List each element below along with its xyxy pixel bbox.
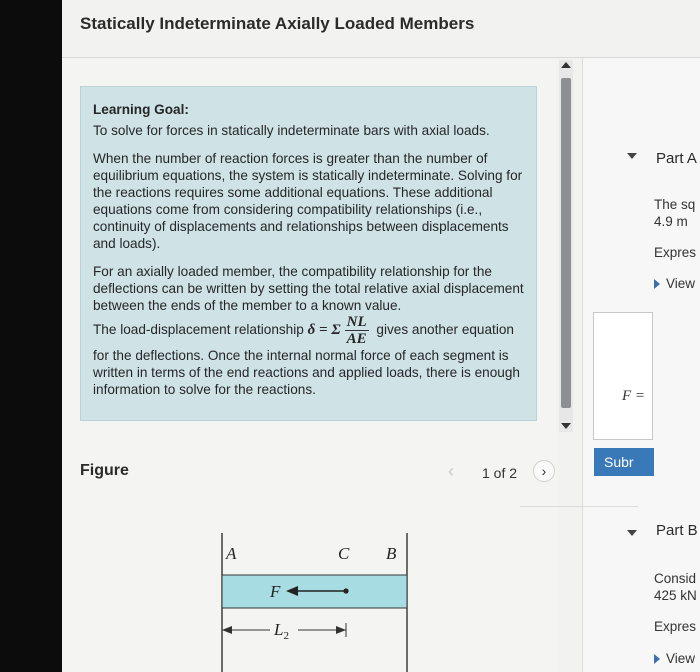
dimension-arrow-left-icon xyxy=(222,626,232,634)
part-a-text-line-1: The sq xyxy=(654,197,696,212)
axial-bar-figure xyxy=(190,525,420,672)
part-a-title[interactable]: Part A xyxy=(656,150,697,167)
learning-goal-box xyxy=(80,86,537,421)
label-l: L xyxy=(274,620,284,639)
learning-goal-paragraph-2: When the number of reaction forces is greater than the number of equilibrium equations, the system is statically indeterminate. Solving for the reactions requires some additional equations. These additional equations come from considering compatibility relationships (i.e., continuity of displacements and relationships between displacements and loads). xyxy=(93,151,523,251)
part-b-view-toggle[interactable] xyxy=(654,651,695,666)
submit-button[interactable]: Subr xyxy=(594,448,654,476)
expand-triangle-icon xyxy=(654,279,660,289)
label-a: A xyxy=(226,544,237,563)
part-b-view-label: View xyxy=(666,651,696,666)
part-a-answer-box[interactable] xyxy=(593,312,653,440)
scroll-up-icon[interactable] xyxy=(561,62,571,68)
collapse-part-b-icon[interactable] xyxy=(627,530,637,536)
label-b: B xyxy=(386,544,397,563)
part-a-answer-label: F = xyxy=(622,388,646,404)
learning-goal-paragraph-3: For an axially loaded member, the compatibility relationship for the deflections can be written by setting the total relative axial displacement between the ends of the member to a known value. xyxy=(93,264,524,313)
collapse-part-a-icon[interactable] xyxy=(627,153,637,159)
expand-triangle-icon xyxy=(654,654,660,664)
learning-goal-paragraph-4 xyxy=(93,314,524,398)
part-a-view-label: View xyxy=(666,276,696,291)
page-title: Statically Indeterminate Axially Loaded Members xyxy=(80,14,475,33)
equation-numerator: NL xyxy=(346,314,367,330)
part-divider xyxy=(520,506,638,507)
scrollbar-thumb[interactable] xyxy=(561,78,571,408)
learning-goal-intro: To solve for forces in statically indeterminate bars with axial loads. xyxy=(93,123,490,138)
equation-followup-text: gives another equation for the deflections. Once the internal normal force of each segment is written in terms of the end reactions and applied loads, there is enough information to solve for the reactions. xyxy=(93,322,520,397)
part-a-text-line-2: 4.9 m xyxy=(654,214,688,229)
part-b-text-line-1: Consid xyxy=(654,571,697,586)
load-point-c xyxy=(343,588,348,593)
figure-pager-count: 1 of 2 xyxy=(482,465,518,481)
dimension-arrow-right-icon xyxy=(336,626,346,634)
equation-denominator: AE xyxy=(346,331,367,347)
part-b-title[interactable]: Part B xyxy=(656,522,698,539)
label-l-subscript: 2 xyxy=(283,630,289,642)
scroll-down-icon[interactable] xyxy=(561,423,571,429)
chevron-left-icon[interactable]: ‹ xyxy=(448,461,454,481)
figure-heading: Figure xyxy=(80,462,129,479)
equation-lhs: δ = Σ xyxy=(307,322,341,339)
part-b-express-text: Expres xyxy=(654,619,697,634)
label-force-f: F xyxy=(270,582,281,601)
part-a-view-toggle[interactable] xyxy=(654,276,695,291)
load-displacement-text: The load-displacement relationship xyxy=(93,322,304,338)
learning-goal-heading: Learning Goal: xyxy=(93,102,189,117)
label-c: C xyxy=(338,544,350,563)
part-a-express-text: Expres xyxy=(654,245,697,260)
part-b-text-line-2: 425 kN xyxy=(654,588,697,603)
equation-fraction xyxy=(345,314,369,347)
chevron-right-icon[interactable]: › xyxy=(533,460,555,482)
